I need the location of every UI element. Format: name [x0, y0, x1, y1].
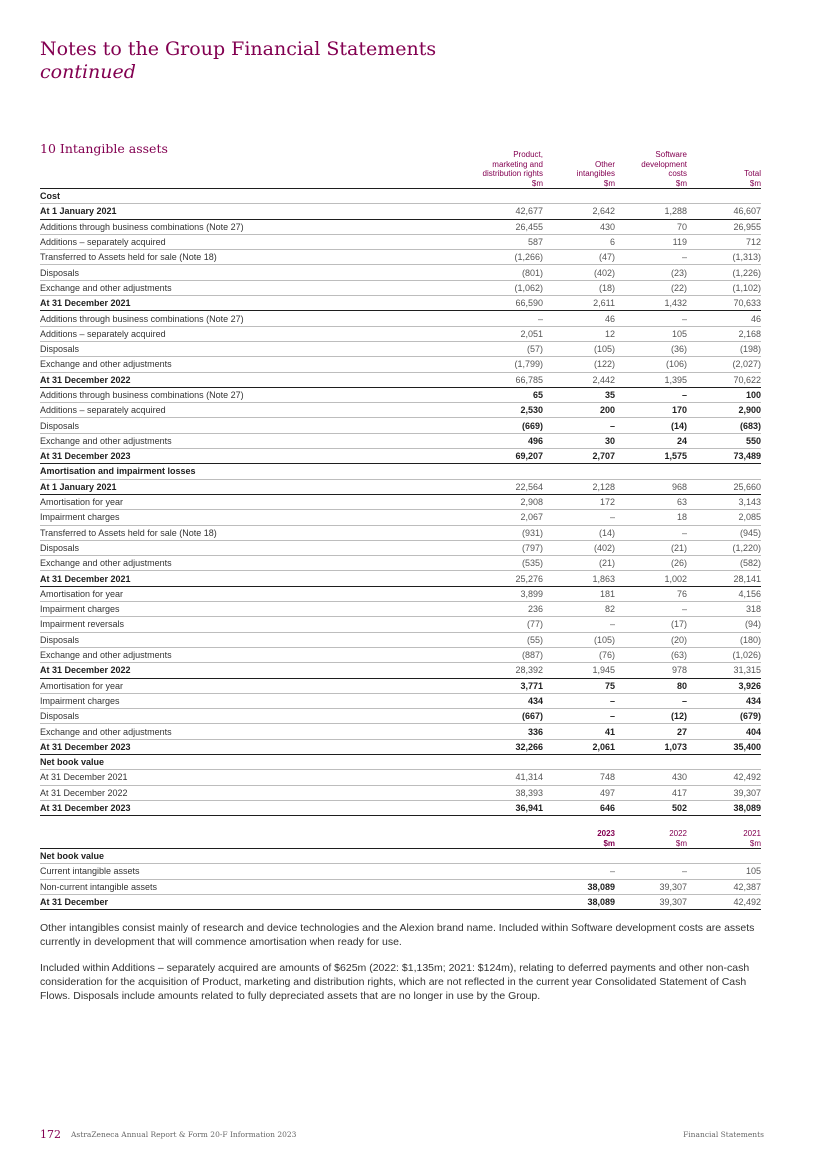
table-row	[40, 770, 761, 785]
table-row	[40, 464, 761, 479]
paragraph: Included within Additions – separately acquired are amounts of $625m (2022: $1,135m; 2021: $124m), relating to deferred payments and other non-cash consideration for the acquisition of Product, marketing and distribution rights, which are not reflected in the current year Consolidated Statement of Cash Flows. Disposals include amounts related to fully depreciated assets that are no longer in use by the Group.	[40, 962, 750, 1002]
table-cell: 712	[745, 237, 761, 248]
table-cell: 70,622	[733, 374, 761, 385]
table-cell: 2,900	[738, 405, 761, 416]
table-cell: (36)	[670, 344, 687, 355]
row-label: Exchange and other adjustments	[40, 650, 172, 661]
row-label: Disposals	[40, 542, 80, 553]
row-label: Amortisation for year	[40, 497, 124, 508]
table-row	[40, 342, 761, 357]
row-label: Transferred to Assets held for sale (Note 18)	[40, 252, 217, 263]
table-cell: (14)	[670, 420, 687, 431]
table-cell: –	[681, 313, 687, 324]
table-row	[40, 220, 761, 235]
row-label: Current intangible assets	[40, 866, 140, 877]
row-label: At 1 January 2021	[40, 206, 117, 217]
row-label: Disposals	[40, 344, 80, 355]
table-cell: –	[609, 512, 615, 523]
row-label: Net book value	[40, 851, 105, 862]
table-cell: (2,027)	[732, 359, 761, 370]
row-label: Impairment charges	[40, 604, 120, 615]
table-cell: 39,307	[659, 881, 687, 892]
table-cell: (667)	[521, 711, 543, 722]
table-cell: (1,799)	[514, 359, 543, 370]
table-row	[40, 373, 761, 388]
table-cell: (14)	[598, 527, 615, 538]
table-cell: (94)	[744, 619, 761, 630]
table-cell: 42,492	[733, 897, 761, 908]
row-label: Disposals	[40, 634, 80, 645]
table-cell: 181	[599, 588, 615, 599]
table-cell: (23)	[670, 267, 687, 278]
table-cell: 1,945	[592, 665, 615, 676]
table-cell: 105	[745, 866, 761, 877]
table-cell: (797)	[521, 542, 543, 553]
table-cell: (887)	[521, 650, 543, 661]
page-header	[40, 38, 436, 84]
col-header-other-intangibles: Other intangibles $m	[576, 159, 615, 188]
table-cell: 430	[671, 772, 687, 783]
page-number: 172	[40, 1128, 61, 1141]
table-row	[40, 357, 761, 372]
table-cell: –	[609, 619, 615, 630]
table-cell: (1,026)	[732, 650, 761, 661]
row-label: At 31 December 2023	[40, 741, 131, 752]
table-cell: 318	[745, 604, 761, 615]
table-cell: 496	[527, 435, 543, 446]
sub-table-body	[40, 849, 761, 910]
table-cell: 978	[671, 665, 687, 676]
table-cell: (1,102)	[732, 282, 761, 293]
table-cell: 38,089	[587, 897, 615, 908]
table-cell: 25,660	[733, 481, 761, 492]
table-cell: –	[681, 252, 687, 263]
table-cell: 748	[599, 772, 615, 783]
table-cell: 2,611	[593, 298, 615, 309]
table-row	[40, 327, 761, 342]
table-cell: 236	[527, 604, 543, 615]
table-column-headers	[40, 150, 761, 189]
table-row	[40, 235, 761, 250]
table-cell: 38,089	[587, 881, 615, 892]
table-row	[40, 265, 761, 280]
table-cell: 200	[599, 405, 615, 416]
table-cell: (22)	[670, 282, 687, 293]
table-row	[40, 740, 761, 755]
table-cell: 22,564	[515, 481, 543, 492]
table-cell: 497	[599, 787, 615, 798]
table-row	[40, 403, 761, 418]
table-cell: (801)	[521, 267, 543, 278]
table-row	[40, 541, 761, 556]
table-cell: –	[681, 866, 687, 877]
table-cell: 2,442	[592, 374, 615, 385]
table-cell: 42,492	[733, 772, 761, 783]
section-title: 10 Intangible assets	[40, 141, 168, 156]
table-row	[40, 495, 761, 510]
row-label: Disposals	[40, 420, 80, 431]
table-cell: (26)	[670, 558, 687, 569]
table-cell: 4,156	[738, 588, 761, 599]
row-label: Additions through business combinations (Note 27)	[40, 313, 244, 324]
table-cell: 2,128	[592, 481, 615, 492]
table-cell: 404	[745, 726, 761, 737]
table-row	[40, 864, 761, 879]
table-cell: 18	[676, 512, 687, 523]
table-cell: 2,067	[520, 512, 543, 523]
table-row	[40, 694, 761, 709]
table-cell: (105)	[593, 344, 615, 355]
row-label: Exchange and other adjustments	[40, 435, 172, 446]
table-cell: (55)	[526, 634, 543, 645]
row-label: At 31 December	[40, 897, 109, 908]
table-cell: 2,085	[738, 512, 761, 523]
table-cell: (198)	[739, 344, 761, 355]
table-cell: –	[537, 313, 543, 324]
table-cell: (21)	[670, 542, 687, 553]
row-label: Exchange and other adjustments	[40, 558, 172, 569]
table-cell: (105)	[593, 634, 615, 645]
page-title: Notes to the Group Financial Statements	[40, 38, 437, 60]
table-cell: 70,633	[733, 298, 761, 309]
table-row	[40, 418, 761, 433]
table-cell: 1,395	[664, 374, 687, 385]
table-cell: 1,002	[664, 573, 687, 584]
table-cell: 82	[604, 604, 615, 615]
table-row	[40, 587, 761, 602]
row-label: Exchange and other adjustments	[40, 726, 172, 737]
table-row	[40, 296, 761, 311]
table-cell: –	[609, 420, 615, 431]
table-cell: 434	[527, 695, 543, 706]
row-label: Impairment reversals	[40, 619, 125, 630]
row-label: At 31 December 2021	[40, 298, 131, 309]
table-cell: 35	[604, 390, 615, 400]
report-name: AstraZeneca Annual Report & Form 20-F Information 2023	[71, 1130, 297, 1139]
table-cell: –	[681, 604, 687, 615]
notes-text	[40, 921, 764, 1015]
table-cell: 28,392	[515, 665, 543, 676]
table-cell: 3,771	[520, 680, 543, 691]
table-row	[40, 480, 761, 495]
row-label: Additions – separately acquired	[40, 237, 166, 248]
table-cell: 3,926	[738, 680, 761, 691]
table-body	[40, 189, 761, 816]
table-row	[40, 648, 761, 663]
row-label: At 31 December 2023	[40, 803, 131, 814]
table-cell: 39,307	[733, 787, 761, 798]
page-footer	[40, 1128, 764, 1142]
table-row	[40, 311, 761, 326]
table-cell: (21)	[598, 558, 615, 569]
table-cell: 35,400	[733, 741, 761, 752]
table-cell: (669)	[521, 420, 543, 431]
table-cell: (106)	[665, 359, 687, 370]
table-cell: 968	[671, 481, 687, 492]
row-label: At 31 December 2021	[40, 772, 128, 783]
table-cell: 1,575	[664, 451, 687, 462]
table-cell: (57)	[526, 344, 543, 355]
table-cell: 502	[671, 803, 687, 814]
table-cell: (122)	[593, 359, 615, 370]
table-cell: (402)	[593, 267, 615, 278]
table-cell: 39,307	[659, 897, 687, 908]
table-cell: (20)	[670, 634, 687, 645]
row-label: Amortisation for year	[40, 680, 124, 691]
table-cell: 3,143	[738, 497, 761, 508]
table-row	[40, 633, 761, 648]
table-cell: 63	[676, 497, 687, 508]
table-row	[40, 526, 761, 541]
table-cell: (931)	[521, 527, 543, 538]
table-cell: 170	[671, 405, 687, 416]
table-row	[40, 663, 761, 678]
table-cell: 2,061	[592, 741, 615, 752]
table-cell: 434	[745, 695, 761, 706]
table-cell: (1,266)	[514, 252, 543, 263]
table-cell: 75	[604, 680, 615, 691]
row-label: Disposals	[40, 711, 80, 722]
table-cell: (63)	[670, 650, 687, 661]
table-row	[40, 709, 761, 724]
table-cell: 46,607	[733, 206, 761, 217]
col-header-product-rights: Product, marketing and distribution rights $m	[482, 150, 543, 188]
table-cell: 70	[676, 221, 687, 232]
table-cell: 12	[604, 328, 615, 339]
row-label: At 31 December 2022	[40, 787, 128, 798]
table-cell: (1,220)	[732, 542, 761, 553]
table-cell: 1,863	[592, 573, 615, 584]
table-cell: 646	[599, 803, 615, 814]
intangible-assets-table	[40, 150, 761, 816]
table-cell: 27	[676, 726, 687, 737]
table-cell: 28,141	[733, 573, 761, 584]
row-label: At 1 January 2021	[40, 481, 117, 492]
row-label: Additions through business combinations (Note 27)	[40, 221, 244, 232]
table-row	[40, 880, 761, 895]
table-cell: (582)	[739, 558, 761, 569]
row-label: Additions through business combinations (Note 27)	[40, 390, 244, 400]
table-cell: (1,226)	[732, 267, 761, 278]
row-label: At 31 December 2023	[40, 451, 131, 462]
table-cell: 66,785	[515, 374, 543, 385]
table-cell: (76)	[598, 650, 615, 661]
row-label: Additions – separately acquired	[40, 405, 166, 416]
table-cell: (12)	[670, 711, 687, 722]
table-cell: –	[609, 711, 615, 722]
table-cell: 2,707	[592, 451, 615, 462]
table-row	[40, 755, 761, 770]
table-cell: 32,266	[515, 741, 543, 752]
table-row	[40, 204, 761, 219]
table-row	[40, 388, 761, 403]
row-label: At 31 December 2021	[40, 573, 131, 584]
table-cell: 2,051	[520, 328, 543, 339]
table-row	[40, 556, 761, 571]
row-label: Amortisation for year	[40, 588, 124, 599]
table-cell: 42,677	[515, 206, 543, 217]
table-row	[40, 510, 761, 525]
table-cell: 119	[672, 237, 687, 248]
table-cell: 417	[671, 787, 687, 798]
row-label: At 31 December 2022	[40, 374, 131, 385]
table-row	[40, 895, 761, 910]
table-cell: 38,393	[515, 787, 543, 798]
footer-section: Financial Statements	[683, 1130, 764, 1139]
table-cell: 25,276	[515, 573, 543, 584]
table-row	[40, 724, 761, 739]
table-cell: 66,590	[515, 298, 543, 309]
row-label: Net book value	[40, 757, 105, 768]
table-cell: 31,315	[733, 665, 761, 676]
table-row	[40, 849, 761, 864]
col-header-2023: 2023 $m	[597, 829, 615, 848]
table-cell: 76	[676, 588, 687, 599]
page-subtitle: continued	[40, 61, 136, 83]
table-cell: 69,207	[515, 451, 543, 462]
table-row	[40, 281, 761, 296]
table-cell: 2,530	[520, 405, 543, 416]
table-cell: –	[681, 695, 687, 706]
table-cell: 42,387	[733, 881, 761, 892]
table-cell: 105	[671, 328, 687, 339]
row-label: Disposals	[40, 267, 80, 278]
table-cell: 587	[527, 237, 543, 248]
col-header-2022: 2022 $m	[669, 829, 687, 848]
table-cell: 38,089	[733, 803, 761, 814]
table-cell: –	[609, 866, 615, 877]
table-cell: (535)	[521, 558, 543, 569]
table-cell: 2,168	[738, 328, 761, 339]
table-cell: (402)	[593, 542, 615, 553]
table-cell: 30	[604, 435, 615, 446]
paragraph: Other intangibles consist mainly of research and device technologies and the Alexion brand name. Included within Software development costs are assets currently in development that will commence amortisation when ready for use.	[40, 922, 755, 948]
table-cell: 550	[745, 435, 761, 446]
table-cell: 1,288	[664, 206, 687, 217]
table-cell: 6	[609, 237, 615, 248]
table-cell: 41	[604, 726, 615, 737]
row-label: Cost	[40, 191, 60, 202]
table-cell: 3,899	[520, 588, 543, 599]
table-cell: 2,642	[592, 206, 615, 217]
table-cell: (18)	[598, 282, 615, 293]
table-cell: 336	[527, 726, 543, 737]
row-label: At 31 December 2022	[40, 665, 131, 676]
table-row	[40, 801, 761, 816]
table-cell: (1,313)	[732, 252, 761, 263]
table-cell: –	[681, 390, 687, 400]
table-cell: (77)	[526, 619, 543, 630]
table-cell: 24	[676, 435, 687, 446]
table-cell: 430	[599, 221, 615, 232]
row-label: Amortisation and impairment losses	[40, 466, 196, 477]
table-cell: 46	[750, 313, 761, 324]
table-row	[40, 617, 761, 632]
row-label: Transferred to Assets held for sale (Note 18)	[40, 527, 217, 538]
table-cell: (1,062)	[514, 282, 543, 293]
table-row	[40, 449, 761, 464]
table-cell: 46	[604, 313, 615, 324]
table-cell: 65	[532, 390, 543, 400]
table-cell: 26,455	[515, 221, 543, 232]
table-row	[40, 571, 761, 586]
table-cell: 36,941	[515, 803, 543, 814]
table-row	[40, 189, 761, 204]
row-label: Exchange and other adjustments	[40, 282, 172, 293]
table-row	[40, 679, 761, 694]
table-row	[40, 434, 761, 449]
table-cell: –	[681, 527, 687, 538]
col-header-total: Total $m	[744, 169, 761, 188]
table-cell: (679)	[739, 711, 761, 722]
row-label: Non-current intangible assets	[40, 881, 158, 892]
col-header-software-costs: Software development costs $m	[641, 150, 687, 188]
table-cell: 1,073	[664, 741, 687, 752]
sub-table-column-headers	[40, 826, 761, 849]
table-cell: (683)	[739, 420, 761, 431]
net-book-value-table	[40, 826, 761, 910]
table-row	[40, 250, 761, 265]
table-cell: (945)	[739, 527, 761, 538]
row-label: Additions – separately acquired	[40, 328, 166, 339]
row-label: Impairment charges	[40, 695, 120, 706]
table-cell: (47)	[598, 252, 615, 263]
table-cell: 26,955	[733, 221, 761, 232]
table-cell: 80	[676, 680, 687, 691]
table-cell: 172	[599, 497, 615, 508]
table-cell: 1,432	[664, 298, 687, 309]
table-cell: 41,314	[515, 772, 543, 783]
table-row	[40, 786, 761, 801]
table-cell: 100	[745, 390, 761, 400]
table-cell: (17)	[670, 619, 687, 630]
table-cell: 73,489	[733, 451, 761, 462]
table-cell: 2,908	[520, 497, 543, 508]
col-header-2021: 2021 $m	[743, 829, 761, 848]
row-label: Impairment charges	[40, 512, 120, 523]
table-cell: (180)	[739, 634, 761, 645]
table-cell: –	[609, 695, 615, 706]
table-row	[40, 602, 761, 617]
row-label: Exchange and other adjustments	[40, 359, 172, 370]
